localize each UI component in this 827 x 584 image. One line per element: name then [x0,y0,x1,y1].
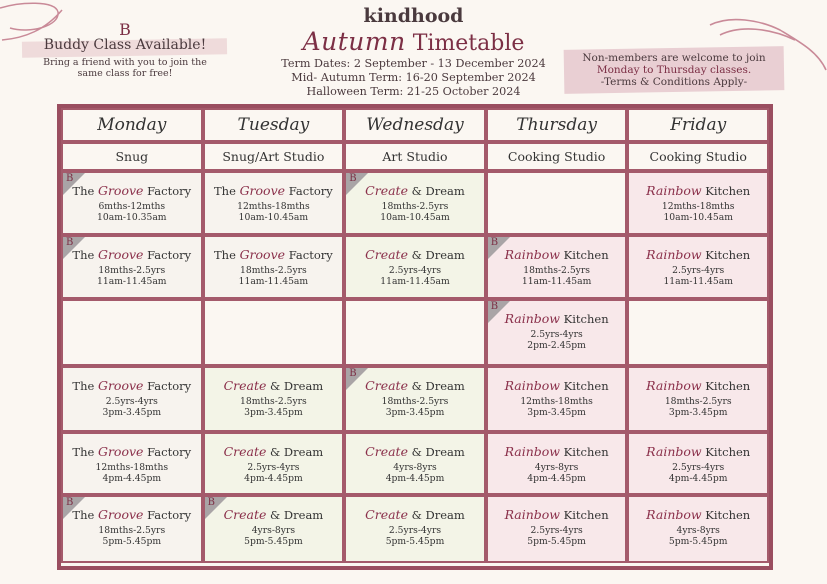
timetable-grid [57,104,773,570]
class-age-range: 2.5yrs-4yrs [247,462,300,473]
class-time: 11am-11.45am [97,276,167,287]
class-time: 11am-11.45am [663,276,733,287]
class-name-suffix: Factory [147,445,192,459]
class-name-script: Rainbow [646,507,702,522]
class-name-script: Create [365,507,408,522]
class-name [205,444,343,459]
class-time: 10am-10.35am [97,212,167,223]
class-name-suffix: Factory [147,379,192,393]
class-name-script: Groove [97,444,144,459]
class-age-range: 18mths-2.5yrs [240,396,307,407]
class-time: 5pm-5.45pm [244,536,303,547]
day-header: Friday [627,108,769,142]
class-time: 10am-10.45am [663,212,733,223]
class-time: 10am-10.45am [238,212,309,223]
class-slot [203,432,345,495]
room-label: Cooking Studio [627,142,769,171]
class-age-range: 12mths-18mths [237,201,310,212]
class-name-prefix: The [72,184,95,198]
class-age-range: 18mths-2.5yrs [381,201,449,212]
class-name-script: Groove [239,183,286,198]
class-name [63,378,201,393]
buddy-badge [63,237,85,259]
class-name-suffix: Kitchen [705,184,751,198]
class-name-suffix: Factory [147,184,192,198]
class-time: 4pm-4.45pm [385,473,445,484]
title-script-word: Autumn [302,27,406,56]
empty-slot [203,299,345,366]
class-name-script: Rainbow [646,378,702,393]
badge-letter: B [490,237,499,248]
class-slot [627,432,769,495]
class-name-suffix: Kitchen [563,312,609,326]
empty-slot [61,299,203,366]
class-age-range: 18mths-2.5yrs [240,265,307,276]
buddy-badge [63,173,85,195]
class-age-range: 2.5yrs-4yrs [105,396,158,407]
class-name-script: Rainbow [646,444,702,459]
nonmember-notice: Non-members are welcome to join Monday to Thursday classes. -Terms & Conditions Apply- [582,52,766,88]
class-slot [486,299,628,366]
class-name-script: Rainbow [504,444,560,459]
class-slot [627,171,769,235]
class-name [205,247,343,262]
class-name-script: Create [365,183,408,198]
class-time: 3pm-3.45pm [385,407,445,418]
class-name-suffix: & Dream [270,445,324,459]
class-age-range: 2.5yrs-4yrs [530,525,583,536]
class-time: 3pm-3.45pm [668,407,728,418]
day-header: Tuesday [203,108,345,142]
class-name-script: Rainbow [504,311,560,326]
class-age-range: 12mths-18mths [661,201,735,212]
class-name-suffix: & Dream [411,379,465,393]
badge-letter: B [490,301,499,312]
class-age-range: 4yrs-8yrs [534,462,579,473]
class-time: 2pm-2.45pm [527,340,586,351]
class-name-suffix: Kitchen [563,379,609,393]
class-name-suffix: Kitchen [705,445,751,459]
class-time: 3pm-3.45pm [244,407,303,418]
class-name-suffix: Factory [288,248,333,262]
class-time: 3pm-3.45pm [527,407,586,418]
class-name-script: Rainbow [646,183,702,198]
class-name-script: Groove [97,247,144,262]
buddy-class-banner [30,20,220,79]
buddy-badge [488,301,510,323]
class-name-suffix: & Dream [270,508,324,522]
class-name-suffix: & Dream [411,248,465,262]
class-slot [344,366,486,432]
class-age-range: 18mths-2.5yrs [664,396,732,407]
class-time: 5pm-5.45pm [668,536,728,547]
class-slot [627,235,769,299]
class-age-range: 18mths-2.5yrs [98,525,166,536]
class-name [629,507,767,522]
class-age-range: 4yrs-8yrs [393,462,437,473]
class-name-suffix: Kitchen [705,248,751,262]
day-header: Thursday [486,108,628,142]
class-name-script: Create [223,444,267,459]
class-slot [61,366,203,432]
buddy-heading: Buddy Class Available! [30,37,220,53]
class-slot [627,366,769,432]
class-name-script: Groove [239,247,286,262]
class-slot [203,235,345,299]
class-age-range: 4yrs-8yrs [676,525,720,536]
class-name-script: Rainbow [646,247,702,262]
class-time: 4pm-4.45pm [102,473,162,484]
class-name [63,444,201,459]
class-age-range: 2.5yrs-4yrs [530,329,583,340]
class-age-range: 2.5yrs-4yrs [672,265,725,276]
class-slot [61,235,203,299]
buddy-subtext: Bring a friend with you to join the same class for free! [43,57,207,79]
class-name-suffix: Kitchen [705,508,751,522]
class-name-suffix: Kitchen [563,508,609,522]
buddy-badge [488,237,510,259]
class-age-range: 6mths-12mths [98,201,166,212]
class-age-range: 12mths-18mths [520,396,593,407]
class-time: 4pm-4.45pm [668,473,728,484]
class-name [346,507,484,522]
class-slot [61,171,203,235]
class-age-range: 18mths-2.5yrs [98,265,166,276]
class-name [629,444,767,459]
buddy-badge [63,497,85,519]
class-name-suffix: Factory [147,248,192,262]
class-name [629,183,767,198]
class-slot [61,495,203,563]
class-name [346,444,484,459]
class-age-range: 18mths-2.5yrs [381,396,449,407]
class-slot [344,171,486,235]
class-slot [486,235,628,299]
class-slot [344,235,486,299]
term-line: Halloween Term: 21-25 October 2024 [306,85,521,98]
buddy-badge [205,497,227,519]
class-name-suffix: & Dream [270,379,324,393]
class-name-script: Groove [97,507,144,522]
class-slot [344,495,486,563]
class-name-script: Create [365,247,408,262]
class-name [346,247,484,262]
day-header: Monday [61,108,203,142]
badge-letter: B [207,497,215,508]
badge-letter: B [66,237,74,248]
buddy-badge [346,368,368,390]
class-slot [486,366,628,432]
class-slot [486,495,628,563]
class-name [629,247,767,262]
class-name-prefix: The [72,445,95,459]
buddy-mark: B [119,20,131,39]
brand-logo-text: kindhood [363,5,464,27]
badge-letter: B [349,173,357,184]
class-name-suffix: Factory [147,508,192,522]
class-name-suffix: & Dream [411,508,465,522]
class-name-script: Groove [97,183,144,198]
class-name-suffix: & Dream [411,445,465,459]
class-age-range: 18mths-2.5yrs [523,265,590,276]
class-name-prefix: The [72,508,95,522]
room-label: Snug/Art Studio [203,142,345,171]
class-name-prefix: The [214,184,236,198]
term-line: Term Dates: 2 September - 13 December 2024 [281,57,546,70]
class-name-suffix: Factory [288,184,333,198]
class-name-suffix: Kitchen [563,248,609,262]
class-time: 11am-11.45am [521,276,592,287]
class-name-script: Create [223,378,267,393]
class-slot [627,495,769,563]
class-slot [61,432,203,495]
class-time: 4pm-4.45pm [527,473,586,484]
class-time: 5pm-5.45pm [527,536,586,547]
class-name-prefix: The [72,248,95,262]
room-label: Snug [61,142,203,171]
badge-letter: B [66,497,74,508]
class-name-suffix: & Dream [411,184,465,198]
class-name-suffix: Kitchen [563,445,609,459]
class-name-script: Create [365,378,408,393]
badge-letter: B [349,368,357,379]
class-name-script: Create [365,444,408,459]
title-rest-word: Timetable [412,31,525,56]
class-time: 11am-11.45am [238,276,309,287]
class-time: 5pm-5.45pm [102,536,162,547]
empty-slot [486,171,628,235]
class-name-script: Rainbow [504,247,560,262]
class-name [205,183,343,198]
class-name-prefix: The [214,248,236,262]
day-header: Wednesday [344,108,486,142]
empty-slot [627,299,769,366]
class-name [629,378,767,393]
class-age-range: 2.5yrs-4yrs [672,462,725,473]
class-slot [203,495,345,563]
class-name [488,378,626,393]
term-line: Mid- Autumn Term: 16-20 September 2024 [291,71,536,84]
empty-slot [344,299,486,366]
class-name-script: Groove [97,378,144,393]
class-age-range: 2.5yrs-4yrs [388,265,442,276]
class-age-range: 4yrs-8yrs [251,525,296,536]
class-time: 11am-11.45am [380,276,450,287]
class-slot [203,171,345,235]
class-name-suffix: Kitchen [705,379,751,393]
class-time: 3pm-3.45pm [102,407,162,418]
class-slot [486,432,628,495]
class-time: 10am-10.45am [380,212,450,223]
class-name-script: Rainbow [504,378,560,393]
class-name-script: Create [223,507,267,522]
class-name [205,378,343,393]
class-time: 4pm-4.45pm [244,473,303,484]
badge-letter: B [66,173,74,184]
room-label: Art Studio [344,142,486,171]
class-age-range: 2.5yrs-4yrs [388,525,442,536]
class-name-script: Rainbow [504,507,560,522]
room-label: Cooking Studio [486,142,628,171]
buddy-badge [346,173,368,195]
class-slot [344,432,486,495]
class-name [488,507,626,522]
class-name-prefix: The [72,379,95,393]
class-age-range: 12mths-18mths [95,462,169,473]
class-time: 5pm-5.45pm [385,536,445,547]
class-slot [203,366,345,432]
class-name [488,444,626,459]
